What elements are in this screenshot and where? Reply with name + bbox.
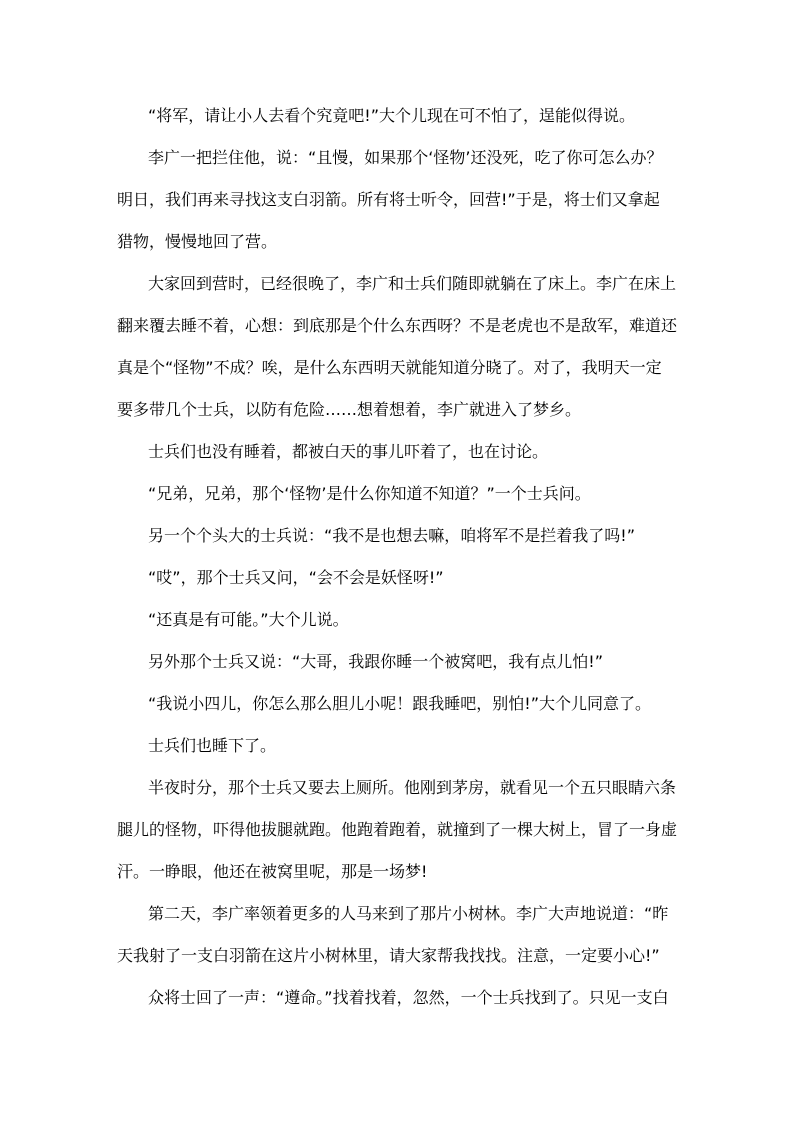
text-line: 另一个个头大的士兵说：“我不是也想去嘛，咱将军不是拦着我了吗!” — [148, 526, 635, 545]
text-line: 腿儿的怪物，吓得他拔腿就跑。他跑着跑着，就撞到了一棵大树上，冒了一身虚 — [117, 820, 678, 839]
text-line: 要多带几个士兵，以防有危险……想着想着，李广就进入了梦乡。 — [117, 400, 582, 419]
text-line: 李广一把拦住他，说：“且慢，如果那个‘怪物’还没死，吃了你可怎么办？ — [148, 148, 663, 167]
text-line: “我说小四儿，你怎么那么胆儿小呢！跟我睡吧，别怕!”大个儿同意了。 — [148, 694, 651, 713]
text-line: 半夜时分，那个士兵又要去上厕所。他刚到茅房，就看见一个五只眼睛六条 — [148, 778, 677, 797]
text-line: 汗。一睁眼，他还在被窝里呢，那是一场梦! — [117, 862, 428, 881]
text-line: 猎物，慢慢地回了营。 — [117, 232, 278, 251]
text-line: 大家回到营时，已经很晚了，李广和士兵们随即就躺在了床上。李广在床上 — [148, 274, 677, 293]
text-line: “兄弟，兄弟，那个‘怪物’是什么你知道不知道？”一个士兵问。 — [148, 484, 591, 503]
text-line: 众将士回了一声：“遵命。”找着找着，忽然，一个士兵找到了。只见一支白 — [148, 988, 669, 1007]
text-line: 天我射了一支白羽箭在这片小树林里，请大家帮我找找。注意，一定要小心!” — [117, 946, 660, 965]
text-line: 明日，我们再来寻找这支白羽箭。所有将士听令，回营!”于是，将士们又拿起 — [117, 190, 660, 209]
text-line: “还真是有可能。”大个儿说。 — [148, 610, 349, 629]
text-line: 第二天，李广率领着更多的人马来到了那片小树林。李广大声地说道：“昨 — [148, 904, 669, 923]
text-line: “将军，请让小人去看个究竟吧!”大个儿现在可不怕了，逞能似得说。 — [148, 106, 635, 125]
text-line: 士兵们也睡下了。 — [148, 736, 277, 755]
text-line: “哎”，那个士兵又问，“会不会是妖怪呀!” — [148, 568, 444, 587]
text-line: 翻来覆去睡不着，心想：到底那是个什么东西呀？不是老虎也不是敌军，难道还 — [117, 316, 678, 335]
text-line: 士兵们也没有睡着，都被白天的事儿吓着了，也在讨论。 — [148, 442, 549, 461]
text-line: 真是个“怪物”不成？唉，是什么东西明天就能知道分晓了。对了，我明天一定 — [117, 358, 662, 377]
text-line: 另外那个士兵又说：“大哥，我跟你睡一个被窝吧，我有点儿怕!” — [148, 652, 603, 671]
